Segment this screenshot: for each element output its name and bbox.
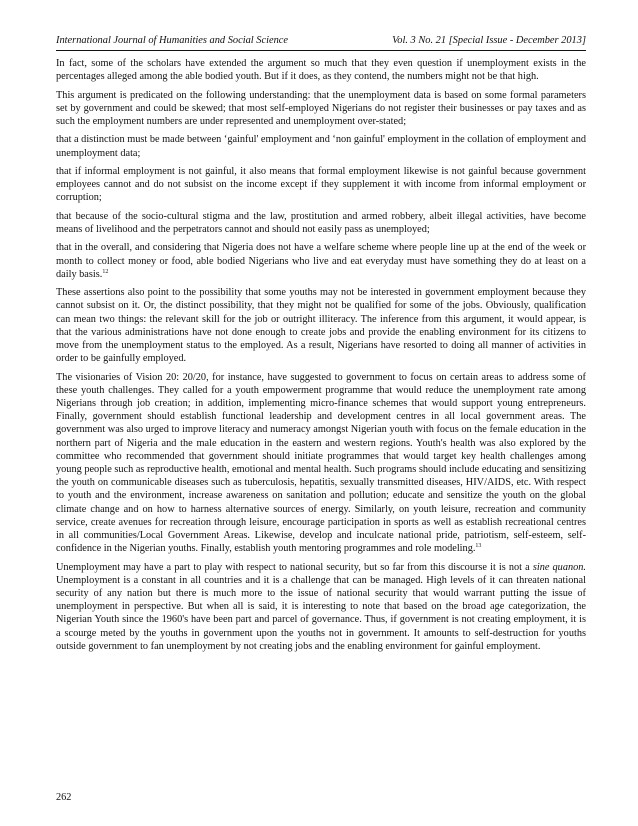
paragraph-8-text: The visionaries of Vision 20: 20/20, for instance, have suggested to government to focus on certain areas to address some of these youth challenges. They called for a youth empowerment programme that would reduce the unemployment rate among Nigerians through job creation; in addition, implementing micro-finance schemes that would support young entrepreneurs. Finally, government should establish functional leadership and development centres in all local government areas. The government was also urged to improve literacy and numeracy amongst Nigerian youth with focus on the female education in the northern part of Nigeria and the male education in the eastern and western regions. Youth's health was also explored by the committee who recommended that government should initiate programmes that would target key health challenges among young people such as reproductive health, emotional and mental health. Such programs should include educating and sensitizing the youth on communicable diseases such as tuberculosis, hepatitis, sexually transmitted diseases, HIV/AIDS, etc. With respect to youth and the environment, increase awareness on sanitation and pollution; educate and sensitize the youth on the global climate change and on how to harness alternative sources of energy. Similarly, on youth leisure, recreation and community service, create avenues for recreation through leisure, encourage participation in sports as well as establish recreational centres in all communities/Local Government Areas. Likewise, develop and inculcate national pride, patriotism, self-esteem, self-confidence in the Nigerian youths. Finally, establish youth mentoring programmes and role modeling.	[56, 371, 586, 555]
footnote-ref-12: 12	[102, 268, 109, 275]
paragraph-2: This argument is predicated on the following understanding: that the unemployment data is based on some formal parameters set by government and could be skewed; that most self-employed Nigerians do not register their businesses or pay taxes and as such the employment numbers are under represented and unemployment over-stated;	[56, 89, 586, 127]
paragraph-3: that a distinction must be made between ‘gainful' employment and ‘non gainful' employment in the collation of employment and unemployment data;	[56, 134, 586, 159]
article-body	[56, 57, 586, 658]
paragraph-1: In fact, some of the scholars have extended the argument so much that they even question if unemployment exists in the percentages alleged among the able bodied youth. But if it does, as they contend, the numbers might not be that high.	[56, 58, 586, 83]
paragraph-6-text: that in the overall, and considering that Nigeria does not have a welfare scheme where people line up at the end of the week or month to collect money or food, able bodied Nigerians who live and eat everyday must have something they do at least on a daily basis.	[56, 242, 586, 280]
paragraph-9-text-a: Unemployment may have a part to play with respect to national security, but so far from this discourse it is not a	[56, 561, 533, 573]
paragraph-7: These assertions also point to the possibility that some youths may not be interested in government employment because they cannot subsist on it. Or, the distinct possibility, that they might not be qualified for some of the jobs. Obviously, qualification can mean two things: the relevant skill for the job or outright illiteracy. The inference from this argument, it would appear, is that the various administrations have not done enough to create jobs and provide the enabling environment for its citizens to move from the unemployment status to the employed. As a result, Nigerians have resorted to doing all manner of activities in order to be gainfully employed.	[56, 287, 586, 365]
paragraph-8	[56, 371, 586, 556]
paragraph-9-text-b: Unemployment is a constant in all countries and it is a challenge that can be managed. High levels of it can threaten national security of any nation but there is much more to the issue of national security that would warrant putting the issue of unemployment in perspective. But when all is said, it is interesting to note that based on the broad age categorization, the Nigerian Youth since the 1960's have been part and parcel of governance. Thus, if government is not creating employment, it is a scourge meted by the youths in government upon the youths not in government. It amounts to self-destruction for youths outside government to fan unemployment by not creating jobs and the enabling environment for gainful employment.	[56, 574, 586, 652]
paragraph-4: that if informal employment is not gainful, it also means that formal employment likewise is not gainful because government employees cannot and do not subsist on the income except if they supplement it with income from informal employment or corruption;	[56, 165, 586, 204]
issue-info: Vol. 3 No. 21 [Special Issue - December 2013]	[392, 35, 586, 46]
journal-title: International Journal of Humanities and Social Science	[56, 35, 289, 46]
paragraph-9-italic: sine quanon.	[532, 561, 586, 573]
page-number: 262	[56, 792, 72, 803]
footnote-ref-13: 13	[475, 543, 482, 550]
running-header	[56, 34, 586, 47]
paragraph-6	[56, 241, 586, 281]
paragraph-5: that because of the socio-cultural stigma and the law, prostitution and armed robbery, albeit illegal activities, have become means of livelihood and the perpetrators cannot and should not easily pass as unemployed;	[56, 210, 586, 235]
header-rule	[56, 50, 586, 51]
paragraph-9	[56, 561, 586, 653]
